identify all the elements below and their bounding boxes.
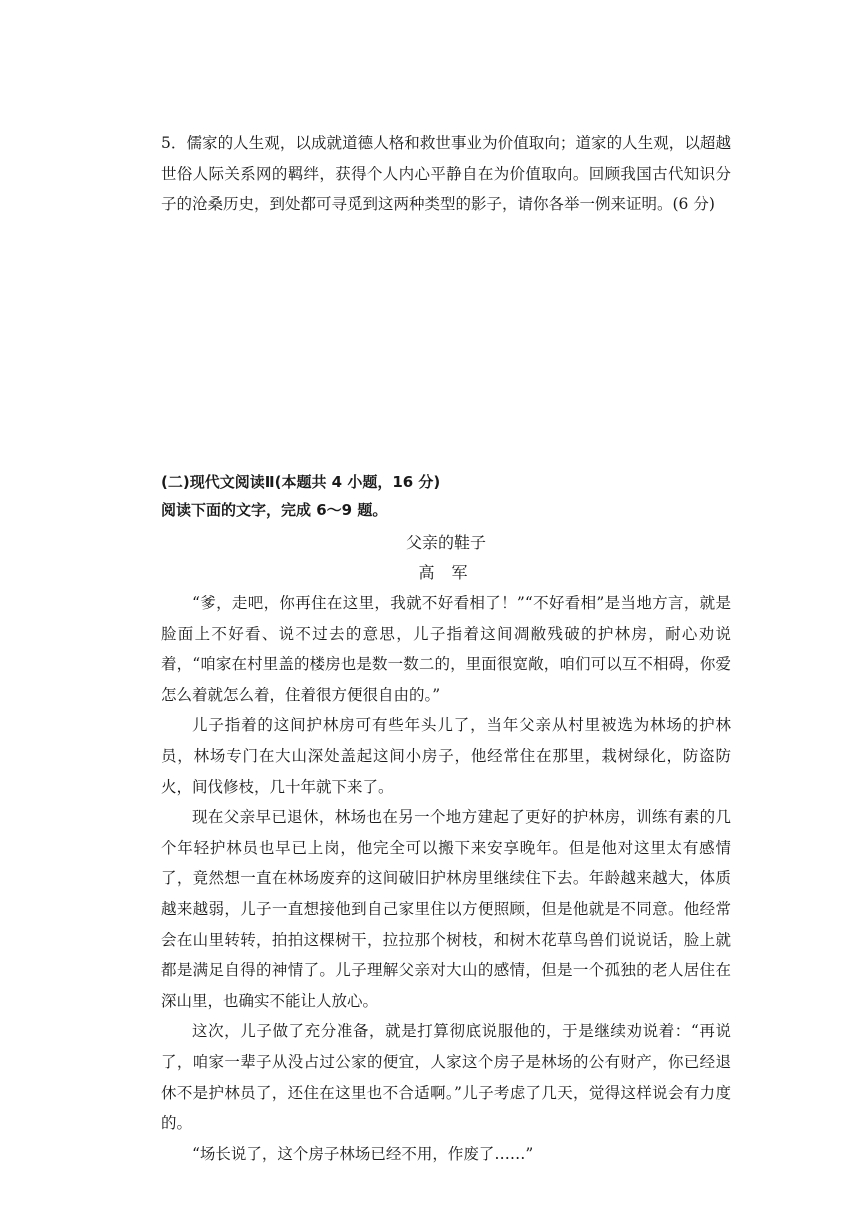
story-paragraph: “爹，走吧，你再住在这里，我就不好看相了！”“不好看相”是当地方言，就是脸面上不好看、说不过去的意思，儿子指着这间凋敝残破的护林房，耐心劝说着，“咱家在村里盖的楼房也是数一数二的，里面很宽敞，咱们可以互不相碍，你爱怎么着就怎么着，住着很方便很自由的。” xyxy=(161,594,731,704)
story-paragraph: “场长说了，这个房子林场已经不用，作废了……” xyxy=(192,1144,534,1163)
story-paragraph: 现在父亲早已退休，林场也在另一个地方建起了更好的护林房，训练有素的几个年轻护林员也早已上岗，他完全可以搬下来安享晚年。但是他对这里太有感情了，竟然想一直在林场废弃的这间破旧护林房里继续住下去。年龄越来越大，体质越来越弱，儿子一直想接他到自己家里住以方便照顾，但是他就是不同意。他经常会在山里转转，拍拍这棵树干，拉拉那个树枝，和树木花草鸟兽们说说话，脸上就都是满足自得的神情了。儿子理解父亲对大山的感情，但是一个孤独的老人居住在深山里，也确实不能让人放心。 xyxy=(161,808,731,1010)
story-paragraph: 这次，儿子做了充分准备，就是打算彻底说服他的，于是继续劝说着：“再说了，咱家一辈子从没占过公家的便宜，人家这个房子是林场的公有财产，你已经退休不是护林员了，还住在这里也不合适啊。”儿子考虑了几天，觉得这样说会有力度的。 xyxy=(161,1022,731,1133)
story-paragraph: 儿子指着的这间护林房可有些年头儿了，当年父亲从村里被选为林场的护林员，林场专门在大山深处盖起这间小房子，他经常住在那里，栽树绿化，防盗防火，间伐修枝，几十年就下来了。 xyxy=(161,716,731,796)
section-instruction: 阅读下面的文字，完成 6～9 题。 xyxy=(161,501,388,519)
question-5 xyxy=(161,128,731,220)
story-author: 高 军 xyxy=(418,563,474,582)
reading-section xyxy=(161,468,731,1169)
section-title: (二)现代文阅读Ⅱ(本题共 4 小题，16 分) xyxy=(161,473,441,491)
question-5-text: 5．儒家的人生观，以成就道德人格和救世事业为价值取向；道家的人生观，以超越世俗人际关系网的羁绊，获得个人内心平静自在为价值取向。回顾我国古代知识分子的沧桑历史，到处都可寻觅到这两种类型的影子，请你各举一例来证明。(6 分) xyxy=(161,134,731,214)
story-title: 父亲的鞋子 xyxy=(405,533,486,552)
